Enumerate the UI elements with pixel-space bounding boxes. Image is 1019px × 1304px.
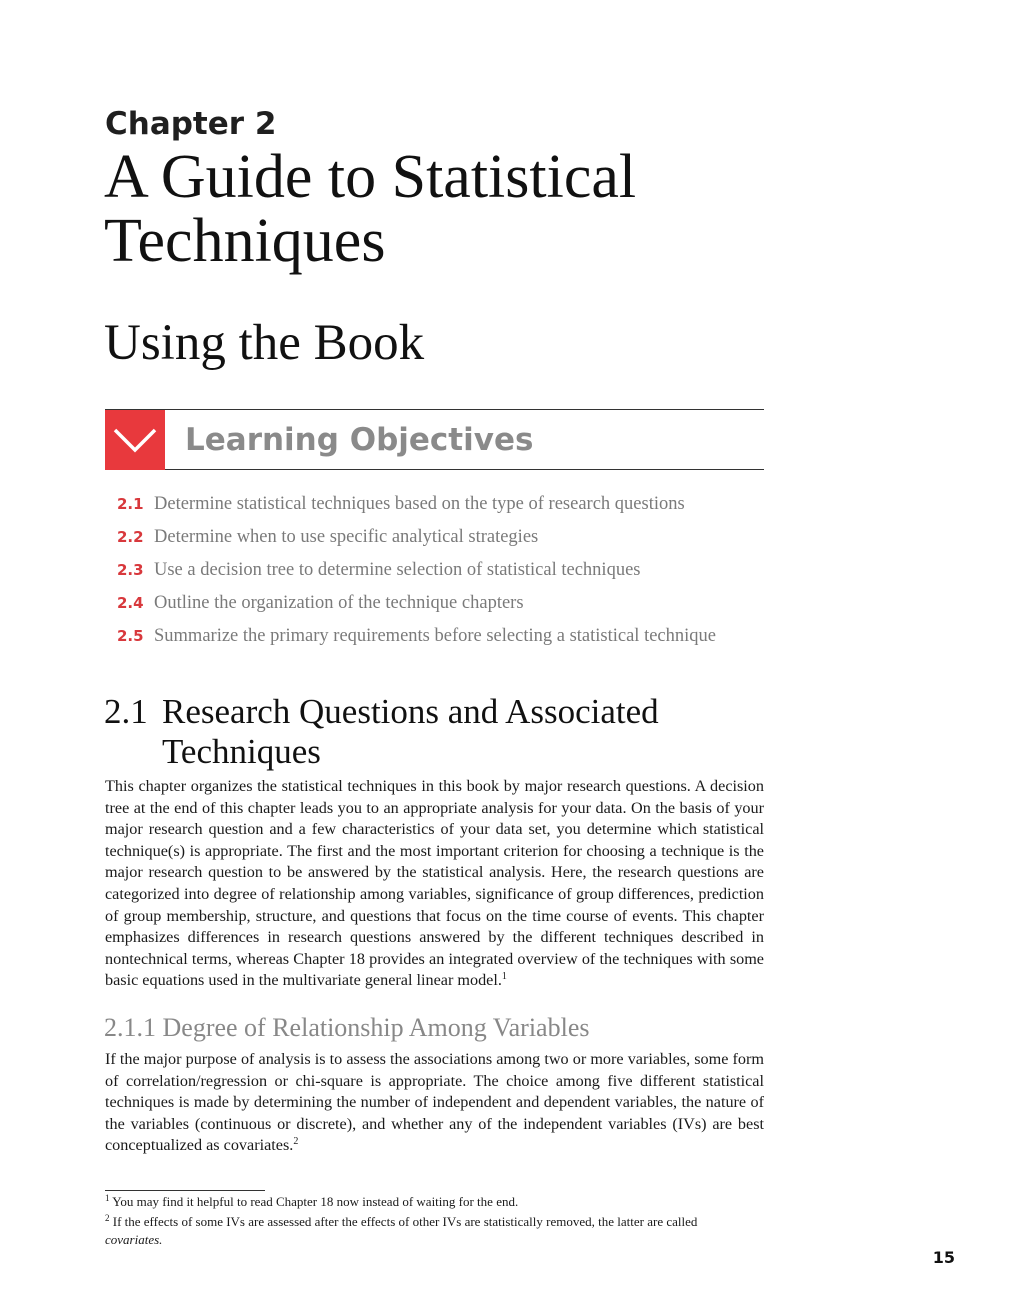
chapter-title: A Guide to Statistical Techniques [104, 143, 637, 275]
objective-number: 2.5 [117, 627, 144, 645]
chevron-down-icon [105, 410, 165, 470]
objective-number: 2.4 [117, 594, 144, 612]
footnotes [105, 1193, 764, 1251]
objective-number: 2.2 [117, 528, 144, 546]
chapter-label: Chapter 2 [105, 106, 277, 142]
objective-text: Outline the organization of the technique chapters [154, 593, 524, 613]
section-title-line1: Research Questions and Associated [162, 692, 659, 731]
footnote [105, 1193, 764, 1211]
footnote-text: If the effects of some IVs are assessed after the effects of other IVs are statistically removed, the latter are called [112, 1214, 698, 1229]
objective-item [117, 590, 777, 623]
footnote-ref: 2 [293, 1136, 299, 1148]
objective-number: 2.3 [117, 561, 144, 579]
page-number: 15 [932, 1248, 955, 1267]
subsection-paragraph-text: If the major purpose of analysis is to assess the associations among two or more variables, some form of correlation/regression or chi-square is appropriate. The choice among five different statistical techniques is made by determining the number of independent and dependent variables, the nature of the variables (continuous or discrete), and whether any of the independent variables (IVs) are best conceptualized as covariates. [105, 1050, 764, 1155]
footnote-text: You may find it helpful to read Chapter 18 now instead of waiting for the end. [112, 1194, 519, 1209]
learning-objectives-title: Learning Objectives [185, 422, 534, 458]
footnote [105, 1213, 764, 1249]
objective-text: Summarize the primary requirements before selecting a statistical technique [154, 626, 716, 646]
subsection-heading: 2.1.1 Degree of Relationship Among Variables [104, 1013, 590, 1042]
objective-item [117, 491, 777, 524]
objective-item [117, 524, 777, 557]
objective-item [117, 623, 777, 656]
footnote-marker: 2 [105, 1213, 110, 1223]
part-title: Using the Book [104, 315, 425, 371]
footnote-divider [105, 1190, 265, 1191]
objective-text: Determine when to use specific analytical strategies [154, 527, 539, 547]
subsection-paragraph [105, 1049, 764, 1157]
section-paragraph [105, 776, 764, 992]
section-heading-line1 [104, 692, 784, 732]
objectives-list [117, 491, 777, 656]
footnote-ref: 1 [501, 971, 507, 983]
objective-text: Determine statistical techniques based on the type of research questions [154, 494, 685, 514]
objective-item [117, 557, 777, 590]
footnote-marker: 1 [105, 1193, 110, 1203]
section-heading [104, 692, 784, 772]
objective-text: Use a decision tree to determine selection of statistical techniques [154, 560, 641, 580]
section-number: 2.1 [104, 692, 148, 731]
footnote-continuation: covariates. [105, 1232, 163, 1247]
learning-objectives-header [105, 409, 764, 470]
section-paragraph-text: This chapter organizes the statistical techniques in this book by major research questions. A decision tree at the end of this chapter leads you to an appropriate analysis for your data. On the basis of your major research question and a few characteristics of your data set, you determine which statistical technique(s) is appropriate. The first and the most important criterion for choosing a technique is the major research question to be answered by the statistical analysis. Here, the research questions are categorized into degree of relationship among variables, significance of group differences, prediction of group membership, structure, and questions that focus on the time course of events. This chapter emphasizes differences in research questions answered by the different techniques described in nontechnical terms, whereas Chapter 18 provides an integrated overview of the techniques with some basic equations used in the multivariate general linear model. [105, 777, 764, 990]
objective-number: 2.1 [117, 495, 144, 513]
section-title-line2: Techniques [162, 732, 321, 771]
